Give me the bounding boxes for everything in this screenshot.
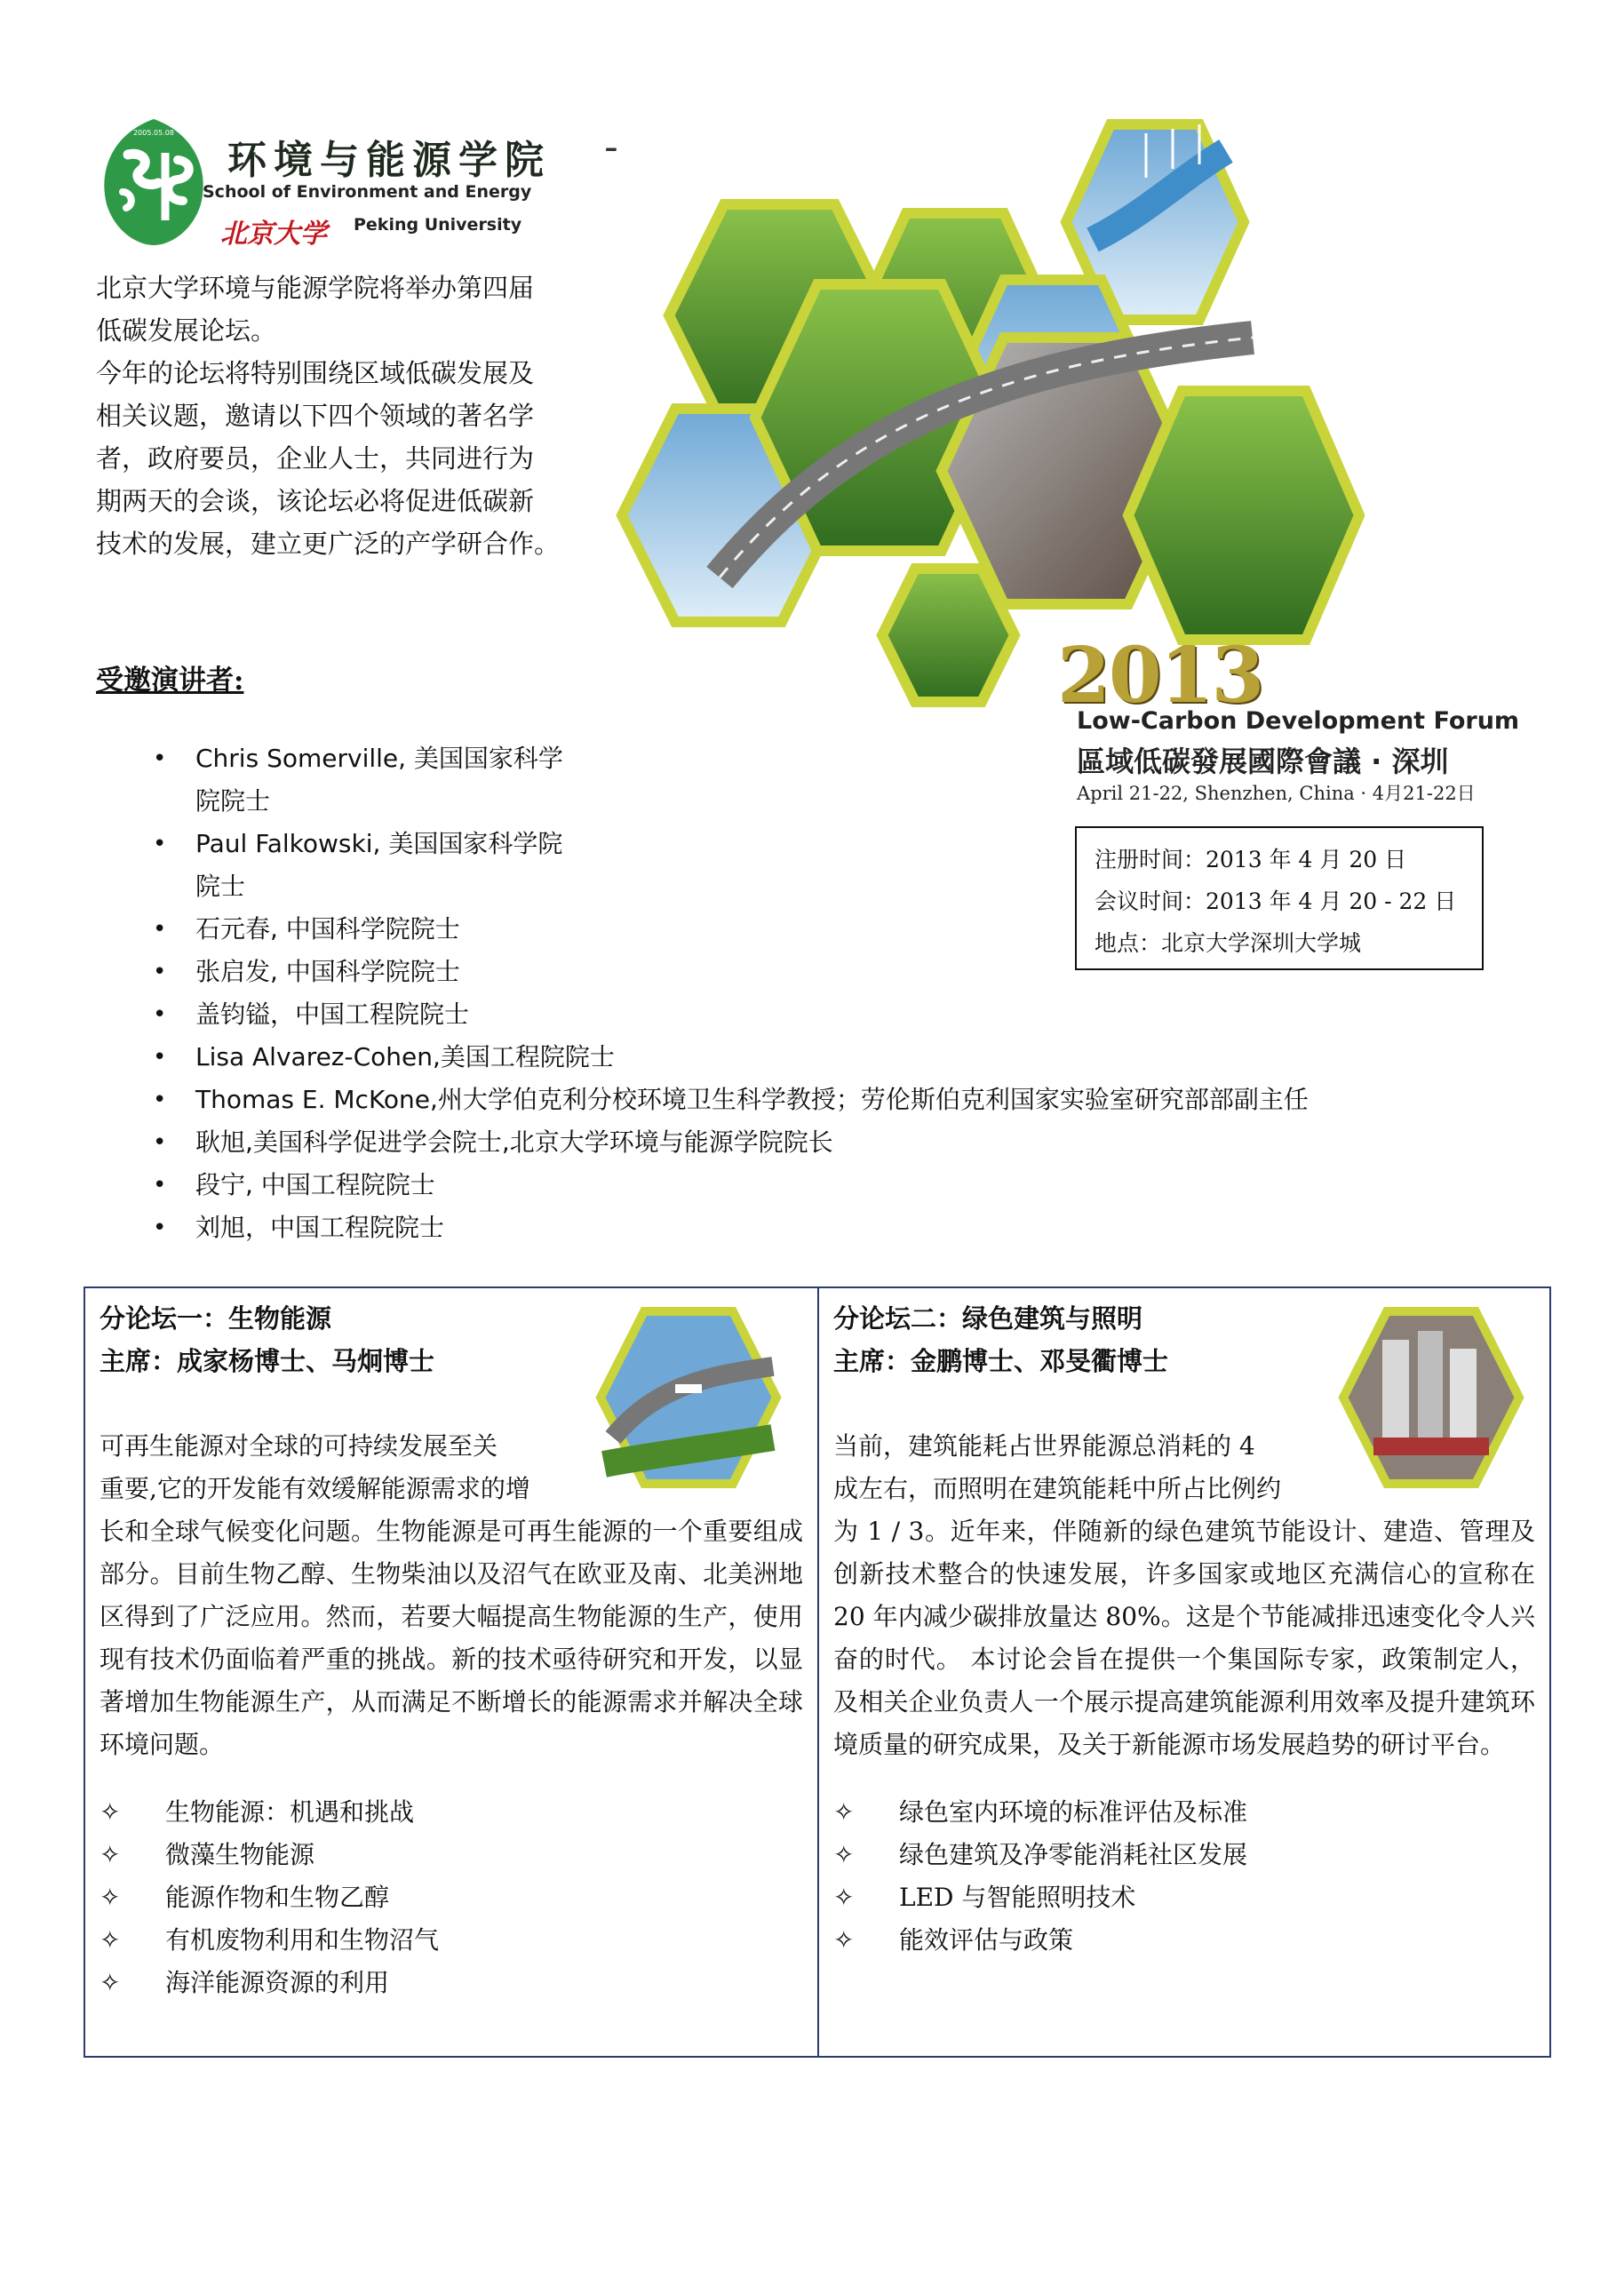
star-bullet-icon: ✧ bbox=[833, 1840, 855, 1869]
list-item bbox=[107, 780, 1493, 823]
school-name-en: School of Environment and Energy bbox=[203, 182, 532, 202]
list-item bbox=[107, 1036, 1493, 1079]
list-item bbox=[107, 951, 1493, 993]
intro-line: 相关议题，邀请以下四个领域的著名学 bbox=[96, 401, 535, 431]
topic-list bbox=[100, 1791, 803, 2004]
topic-label: 能源作物和生物乙醇 bbox=[165, 1883, 390, 1912]
green-building-hex-image bbox=[1338, 1304, 1524, 1491]
bullet-icon: • bbox=[153, 1044, 167, 1071]
intro-line: 低碳发展论坛。 bbox=[96, 315, 277, 346]
speaker-name: 耿旭,美国科学促进学会院士,北京大学环境与能源学院院长 bbox=[195, 1127, 833, 1157]
list-item bbox=[107, 1164, 1493, 1207]
speaker-name-cont: 院士 bbox=[195, 872, 246, 901]
registration-time: 注册时间：2013 年 4 月 20 日 bbox=[1095, 847, 1407, 872]
star-bullet-icon: ✧ bbox=[833, 1797, 855, 1827]
intro-line: 技术的发展，建立更广泛的产学研合作。 bbox=[96, 529, 561, 559]
topic-label: 能效评估与政策 bbox=[899, 1925, 1074, 1955]
hex-tile bbox=[622, 124, 1359, 702]
list-item bbox=[107, 908, 1493, 951]
topic-list bbox=[833, 1791, 1535, 1962]
venue: 地点：北京大学深圳大学城 bbox=[1095, 930, 1362, 956]
speaker-list bbox=[107, 737, 1493, 1249]
speaker-name-cont: 院院士 bbox=[195, 786, 271, 816]
list-item bbox=[107, 1207, 1493, 1249]
list-item bbox=[107, 823, 1493, 865]
panel-body-rest: 长和全球气候变化问题。生物能源是可再生能源的一个重要组成部分。目前生物乙醇、生物柴油以及沼气在欧亚及南、北美洲地区得到了广泛应用。然而，若要大幅提高生物能源的生产，使用现有技术仍面临着严重的挑战。新的技术亟待研究和开发，以显著增加生物能源生产，从而满足不断增长的能源需求并解决全球环境问题。 bbox=[100, 1517, 803, 1759]
star-bullet-icon: ✧ bbox=[100, 1925, 121, 1955]
star-bullet-icon: ✧ bbox=[833, 1925, 855, 1955]
leaf-logo-icon bbox=[96, 115, 211, 249]
list-item bbox=[100, 1919, 803, 1962]
topic-label: 绿色建筑及净零能消耗社区发展 bbox=[899, 1840, 1248, 1869]
speaker-name: Chris Somerville, 美国国家科学 bbox=[195, 744, 563, 773]
list-item bbox=[833, 1919, 1535, 1962]
topic-label: 海洋能源资源的利用 bbox=[165, 1968, 390, 1997]
panel-chairs: 主席：成家杨博士、马炯博士 bbox=[100, 1346, 435, 1376]
forum-year: 2013 bbox=[1057, 631, 1263, 721]
intro-line: 期两天的会谈，该论坛必将促进低碳新 bbox=[96, 486, 535, 516]
bullet-icon: • bbox=[153, 959, 167, 985]
panel-body-line: 重要,它的开发能有效缓解能源需求的增 bbox=[100, 1474, 530, 1503]
list-item bbox=[107, 865, 1493, 908]
star-bullet-icon: ✧ bbox=[100, 1883, 121, 1912]
speakers-heading: 受邀演讲者: bbox=[96, 665, 244, 697]
forum-name-en: Low-Carbon Development Forum bbox=[1077, 707, 1520, 735]
speaker-name: Thomas E. McKone,州大学伯克利分校环境卫生科学教授；劳伦斯伯克利国家实验室研究部部副主任 bbox=[195, 1085, 1309, 1114]
bullet-icon: • bbox=[153, 1001, 167, 1028]
topic-label: 绿色室内环境的标准评估及标准 bbox=[899, 1797, 1248, 1827]
topic-label: 微藻生物能源 bbox=[165, 1840, 315, 1869]
topic-label: LED 与智能照明技术 bbox=[899, 1883, 1136, 1912]
topic-label: 有机废物利用和生物沼气 bbox=[165, 1925, 440, 1955]
school-name-cn: 环境与能源学院 bbox=[227, 138, 551, 183]
school-logo bbox=[96, 115, 558, 249]
list-item bbox=[100, 1834, 803, 1876]
star-bullet-icon: ✧ bbox=[100, 1968, 121, 1997]
bullet-icon: • bbox=[153, 1215, 167, 1241]
speaker-name: 刘旭，中国工程院院士 bbox=[195, 1213, 445, 1242]
forum-name-cn: 區域低碳發展國際會議 · 深圳 bbox=[1077, 745, 1449, 778]
list-item bbox=[100, 1962, 803, 2004]
bullet-icon: • bbox=[153, 1129, 167, 1156]
logo-year: 2005.05.08 bbox=[133, 129, 174, 137]
header-dash: - bbox=[604, 124, 618, 170]
speaker-name: Lisa Alvarez-Cohen,美国工程院院士 bbox=[195, 1042, 615, 1071]
speaker-name: 段宁, 中国工程院院士 bbox=[195, 1170, 435, 1199]
sub-forum-table bbox=[84, 1286, 1551, 2058]
forum-date: April 21-22, Shenzhen, China · 4月21-22日 bbox=[1077, 783, 1476, 804]
topic-label: 生物能源：机遇和挑战 bbox=[165, 1797, 415, 1827]
speaker-name: 石元春, 中国科学院院士 bbox=[195, 914, 460, 944]
speaker-name: Paul Falkowski, 美国国家科学院 bbox=[195, 829, 563, 858]
university-name-cn: 北京大学 bbox=[220, 219, 327, 250]
panel-body-rest: 为 1 / 3。近年来，伴随新的绿色建筑节能设计、建造、管理及创新技术整合的快速发展，许多国家或地区充满信心的宣称在 20 年内减少碳排放量达 80%。这是个节能减排迅速变化令人兴奋的时代。 本讨论会旨在提供一个集国际专家，政策制定人，及相关企业负责人一个展示提高建筑能源利用效率及提升建筑环境质量的研究成果，及关于新能源市场发展趋势的研讨平台。 bbox=[833, 1517, 1535, 1759]
list-item bbox=[833, 1876, 1535, 1919]
list-item bbox=[833, 1834, 1535, 1876]
list-item bbox=[107, 1121, 1493, 1164]
intro-line: 北京大学环境与能源学院将举办第四届 bbox=[96, 273, 535, 303]
bullet-icon: • bbox=[153, 1172, 167, 1199]
speaker-name: 张启发, 中国科学院院士 bbox=[195, 957, 460, 986]
bullet-icon: • bbox=[153, 916, 167, 943]
bioenergy-hex-image bbox=[595, 1304, 782, 1491]
list-item bbox=[107, 737, 1493, 780]
star-bullet-icon: ✧ bbox=[833, 1883, 855, 1912]
panel-body-line: 可再生能源对全球的可持续发展至关 bbox=[100, 1431, 498, 1461]
bullet-icon: • bbox=[153, 745, 167, 772]
intro-paragraph bbox=[96, 267, 616, 565]
star-bullet-icon: ✧ bbox=[100, 1840, 121, 1869]
conference-time: 会议时间：2013 年 4 月 20 - 22 日 bbox=[1095, 888, 1457, 914]
panel-body-line: 成左右，而照明在建筑能耗中所占比例约 bbox=[833, 1474, 1282, 1503]
intro-line: 今年的论坛将特别围绕区域低碳发展及 bbox=[96, 358, 535, 388]
star-bullet-icon: ✧ bbox=[100, 1797, 121, 1827]
panel-chairs: 主席：金鹏博士、邓旻衢博士 bbox=[833, 1346, 1169, 1376]
panel-title: 分论坛一：生物能源 bbox=[100, 1303, 332, 1334]
sub-forum-bioenergy bbox=[85, 1288, 819, 2056]
list-item bbox=[833, 1791, 1535, 1834]
panel-title: 分论坛二：绿色建筑与照明 bbox=[833, 1303, 1143, 1334]
bullet-icon: • bbox=[153, 1087, 167, 1113]
list-item bbox=[100, 1791, 803, 1834]
speaker-name: 盖钧镒，中国工程院院士 bbox=[195, 1000, 470, 1029]
list-item bbox=[107, 993, 1493, 1036]
intro-line: 者，政府要员，企业人士，共同进行为 bbox=[96, 443, 535, 474]
panel-body-line: 当前，建筑能耗占世界能源总消耗的 4 bbox=[833, 1431, 1255, 1461]
university-name-en: Peking University bbox=[354, 215, 522, 235]
bullet-icon: • bbox=[153, 831, 167, 857]
list-item bbox=[100, 1876, 803, 1919]
sub-forum-green-building bbox=[819, 1288, 1549, 2056]
list-item bbox=[107, 1079, 1493, 1121]
